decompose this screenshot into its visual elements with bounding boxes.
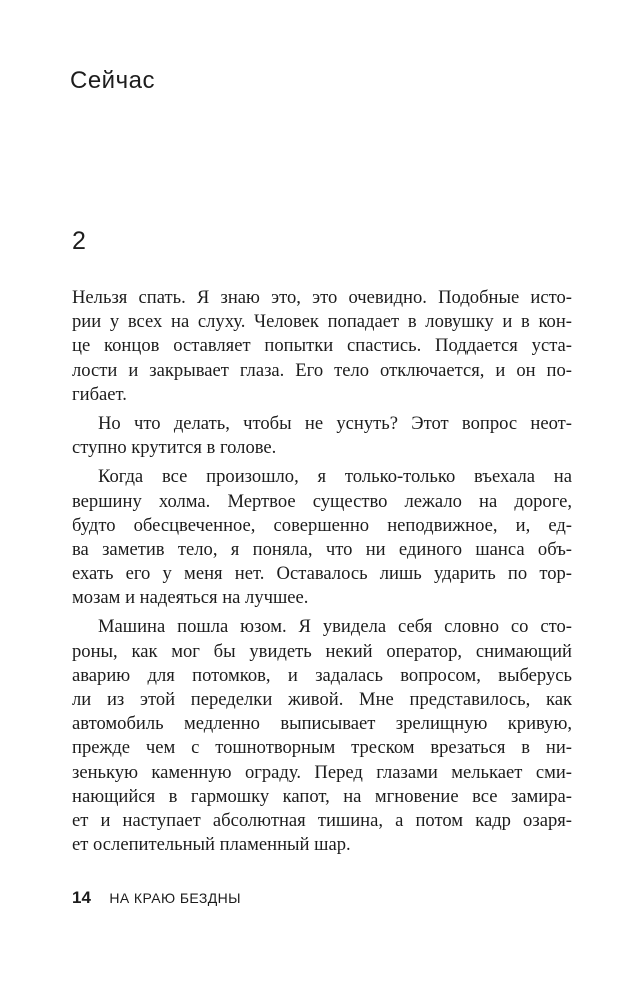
text-line: вершину холма. Мертвое существо лежало на дороге, [72,490,572,512]
text-line: лости и закрывает глаза. Его тело отключается, и он по- [72,359,572,381]
text-line: автомобиль медленно выписывает зрелищную кривую, [72,713,572,735]
body-text [72,286,572,857]
text-line: аварию для потомков, и задалась вопросом, выберусь [72,664,572,686]
text-line: нающийся в гармошку капот, на мгновение все замира- [72,785,572,807]
running-title: НА КРАЮ БЕЗДНЫ [109,890,241,906]
text-line: Но что делать, чтобы не уснуть? Этот вопрос неот- [98,412,572,434]
section-title: Сейчас [70,67,155,94]
paragraph [72,615,572,857]
text-line: Нельзя спать. Я знаю это, это очевидно. Подобные исто- [72,287,572,308]
text-line: ступно крутится в голове. [72,437,277,459]
text-line: ехать его у меня нет. Оставалось лишь ударить по тор- [72,563,572,585]
text-line: рии у всех на слуху. Человек попадает в ловушку и в кон- [72,311,572,333]
paragraph [72,465,572,610]
text-line: Когда все произошло, я только-только въехала на [98,466,572,488]
page-number: 14 [72,888,91,907]
text-line: гибает. [72,383,127,405]
text-line: роны, как мог бы увидеть некий оператор, снимающий [72,640,572,662]
text-line: будто обесцвеченное, совершенно неподвижное, и, ед- [72,514,572,536]
text-line: ли из этой переделки живой. Мне представилось, как [72,689,572,710]
paragraph [72,412,572,460]
text-line: це концов оставляет попытки спастись. Поддается уста- [72,335,572,357]
paragraph [72,286,572,407]
text-line: ва заметив тело, я поняла, что ни единого шанса объ- [72,538,572,560]
text-line: ет и наступает абсолютная тишина, а потом кадр озаря- [72,809,572,831]
text-line: мозам и надеяться на лучшее. [72,587,309,609]
text-line: Машина пошла юзом. Я увидела себя словно со сто- [98,616,572,638]
text-line: прежде чем с тошнотворным треском врезаться в ни- [72,737,572,759]
text-line: зенькую каменную ограду. Перед глазами мелькает сми- [72,761,572,783]
text-line: ет ослепительный пламенный шар. [72,834,351,856]
chapter-number: 2 [72,227,86,255]
page-footer [72,888,241,908]
